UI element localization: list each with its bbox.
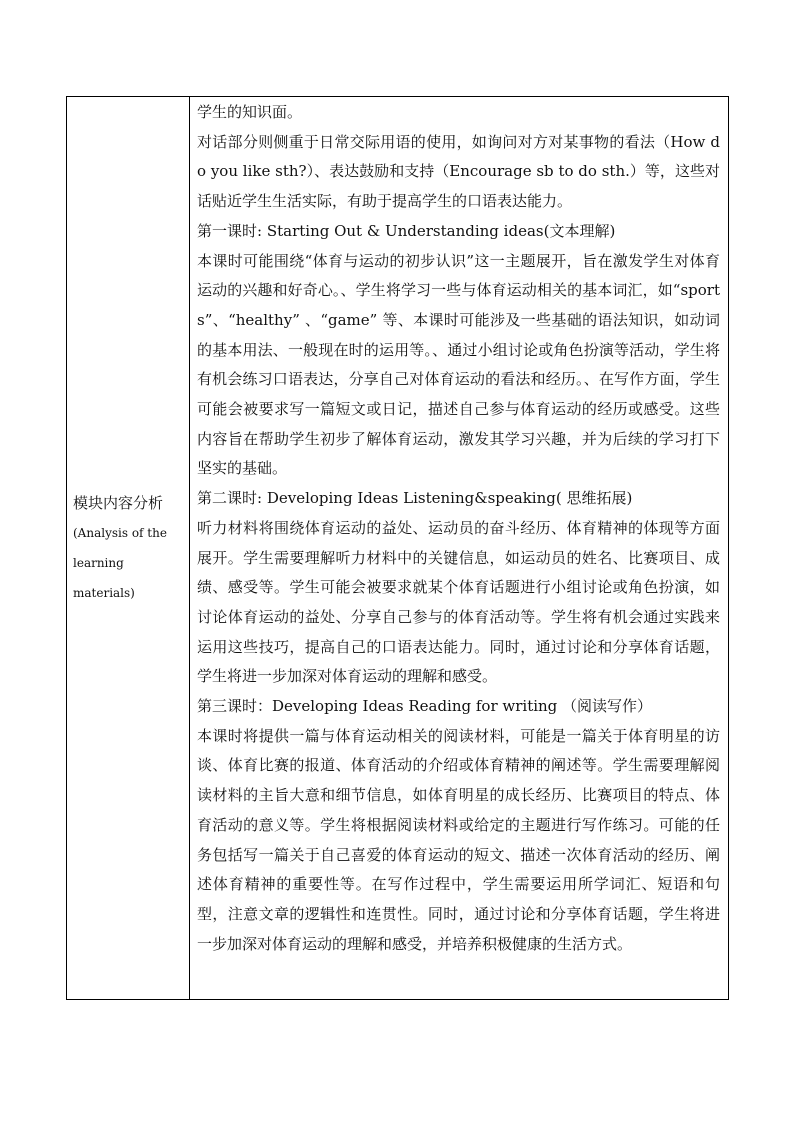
paragraph-intro-end: 学生的知识面。: [197, 103, 303, 121]
content-cell: [190, 97, 729, 1000]
lesson-1-heading: 第一课时: Starting Out & Understanding ideas(文本理解): [197, 221, 616, 240]
lesson-2-body: 听力材料将围绕体育运动的益处、运动员的奋斗经历、体育精神的体现等方面展开。学生需要理解听力材料中的关键信息，如运动员的姓名、比赛项目、成绩、感受等。学生可能会被要求就某个体育话题进行小组讨论或角色扮演，如讨论体育运动的益处、分享自己参与的体育活动等。学生将有机会通过实践来运用这些技巧，提高自己的口语表达能力。同时，通过讨论和分享体育话题，学生将进一步加深对体育运动的理解和感受。: [197, 518, 720, 686]
row-label-english: (Analysis of the learning materials): [73, 526, 167, 600]
row-label-cell: [67, 97, 190, 1000]
row-label-chinese: 模块内容分析: [73, 494, 164, 512]
lesson-2-heading: 第二课时: Developing Ideas Listening&speaking( 思维拓展): [197, 489, 633, 508]
table-row: [67, 97, 729, 1000]
analysis-table: [66, 96, 729, 1000]
lesson-3-body: 本课时将提供一篇与体育运动相关的阅读材料，可能是一篇关于体育明星的访谈、体育比赛的报道、体育活动的介绍或体育精神的阐述等。学生需要理解阅读材料的主旨大意和细节信息，如体育明星的成长经历、比赛项目的特点、体育活动的意义等。学生将根据阅读材料或给定的主题进行写作练习。可能的任务包括写一篇关于自己喜爱的体育运动的短文、描述一次体育活动的经历、阐述体育精神的重要性等。在写作过程中，学生需要运用所学词汇、短语和句型，注意文章的逻辑性和连贯性。同时，通过讨论和分享体育话题，学生将进一步加深对体育运动的理解和感受，并培养积极健康的生活方式。: [197, 726, 720, 953]
paragraph-dialogue: 对话部分则侧重于日常交际用语的使用，如询问对方对某事物的看法（How do you like sth?）、表达鼓励和支持（Encourage sb to do sth.）等，这些对话贴近学生生活实际，有助于提高学生的口语表达能力。: [197, 132, 720, 211]
lesson-3-heading: 第三课时：Developing Ideas Reading for writing （阅读写作）: [197, 697, 653, 716]
lesson-1-body: 本课时可能围绕“体育与运动的初步认识”这一主题展开，旨在激发学生对体育运动的兴趣和好奇心。、学生将学习一些与体育运动相关的基本词汇，如“sports”、“healthy” 、“game” 等、本课时可能涉及一些基础的语法知识，如动词的基本用法、一般现在时的运用等。、通过小组讨论或角色扮演等活动，学生将有机会练习口语表达，分享自己对体育运动的看法和经历。、在写作方面，学生可能会被要求写一篇短文或日记，描述自己参与体育运动的经历或感受。这些内容旨在帮助学生初步了解体育运动，激发其学习兴趣，并为后续的学习打下坚实的基础。: [197, 251, 720, 478]
